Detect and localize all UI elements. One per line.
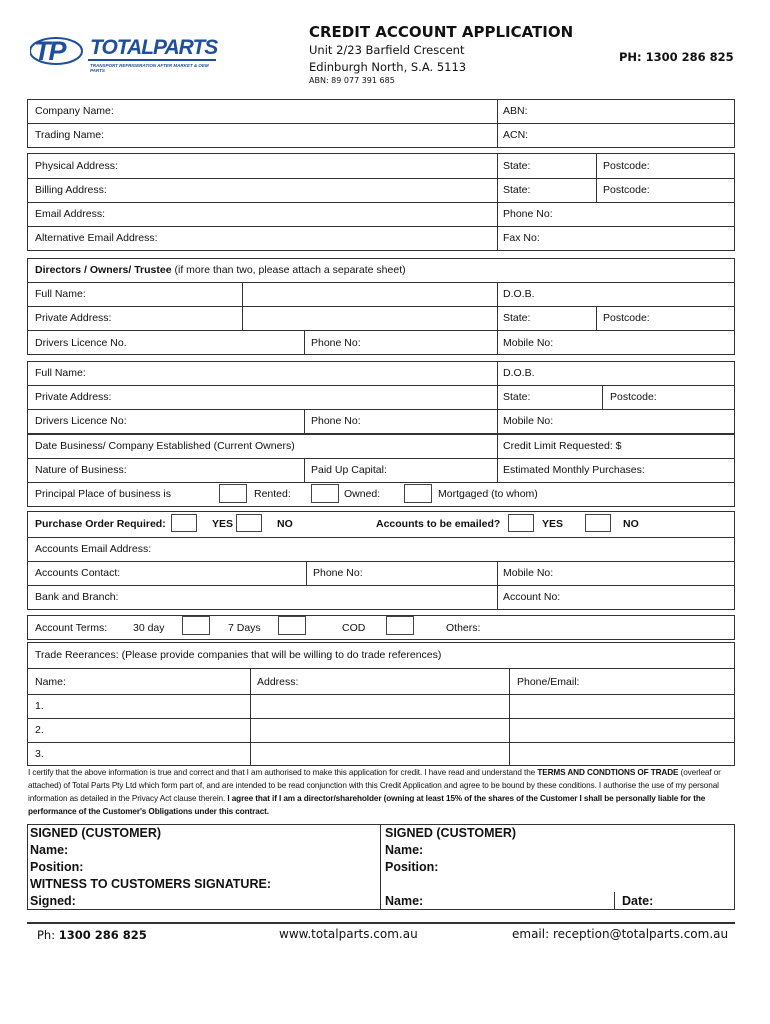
accounts-email-label: Accounts Email Address: [35, 543, 152, 555]
owned-label: Owned: [344, 488, 381, 500]
acn-label: ACN: [503, 129, 529, 141]
private-address-label-1: Private Address: [35, 312, 112, 324]
declaration-liability: I agree that if I am a director/shareholder (owning at least 15% of the shares of the Customer I shall be personally liable for the performance of the Customer's Obligations under this contract. [28, 794, 706, 816]
footer-email[interactable]: email: reception@totalparts.com.au [512, 927, 729, 941]
checkbox-emailed-yes[interactable] [508, 514, 534, 532]
witness-name-label: Name: [385, 894, 424, 908]
directors-heading-bold: Directors / Owners/ Trustee [35, 264, 172, 276]
witness-label: WITNESS TO CUSTOMERS SIGNATURE: [30, 877, 271, 891]
ref-row-1: 1. [35, 700, 44, 712]
mobile-label-2: Mobile No: [503, 415, 554, 427]
declaration-text [28, 766, 740, 818]
accounts-contact-label: Accounts Contact: [35, 567, 121, 579]
rented-label: Rented: [254, 488, 291, 500]
date-label: Date: [622, 894, 654, 908]
paid-up-label: Paid Up Capital: [311, 464, 387, 476]
phone-label-1: Phone No: [311, 337, 361, 349]
private-address-label-2: Private Address: [35, 391, 112, 403]
signed-customer-left: SIGNED (CUSTOMER) [30, 826, 162, 840]
footer-phone-label: Ph: [37, 928, 56, 942]
emailed-yes-label: YES [542, 518, 564, 530]
email-label: Email Address: [35, 208, 106, 220]
emailed-no-label: NO [623, 518, 639, 530]
emailed-label: Accounts to be emailed? [376, 518, 501, 530]
bank-label: Bank and Branch: [35, 591, 119, 603]
checkbox-rented[interactable] [219, 484, 247, 503]
ref-phone-header: Phone/Email: [517, 676, 580, 688]
billing-state-label: State: [503, 184, 531, 196]
name-right: Name: [385, 843, 424, 857]
account-no-label: Account No: [503, 591, 561, 603]
terms-others-label: Others: [446, 622, 481, 634]
checkbox-po-yes[interactable] [171, 514, 197, 532]
terms-7-label: 7 Days [228, 622, 261, 634]
ref-row-2: 2. [35, 724, 44, 736]
nature-label: Nature of Business: [35, 464, 127, 476]
po-no-label: NO [277, 518, 293, 530]
references-heading: Trade Reerances: (Please provide companies that will be willing to do trade references) [35, 649, 442, 661]
checkbox-30-day[interactable] [182, 616, 210, 635]
footer-divider [27, 922, 735, 924]
header-phone: PH: 1300 286 825 [619, 50, 734, 64]
footer-phone-number: 1300 286 825 [58, 928, 147, 942]
credit-limit-label: Credit Limit Requested: $ [503, 440, 622, 452]
accounts-phone-label: Phone No: [313, 567, 363, 579]
postcode-label-1: Postcode: [603, 312, 650, 324]
name-left: Name: [30, 843, 69, 857]
signed-label: Signed: [30, 894, 76, 908]
address-line-2: Edinburgh North, S.A. 5113 [309, 60, 467, 74]
postcode-label: Postcode: [603, 160, 650, 172]
ref-address-header: Address: [257, 676, 299, 688]
state-label-2: State: [503, 391, 531, 403]
dob-label-1: D.O.B. [503, 288, 535, 300]
po-required-label: Purchase Order Required: [35, 518, 166, 530]
billing-address-label: Billing Address: [35, 184, 107, 196]
page-title: CREDIT ACCOUNT APPLICATION [309, 23, 574, 41]
directors-heading [35, 264, 406, 276]
terms-cod-label: COD [342, 622, 366, 634]
checkbox-cod[interactable] [386, 616, 414, 635]
checkbox-owned[interactable] [311, 484, 339, 503]
ref-row-3: 3. [35, 748, 44, 760]
fax-label: Fax No: [503, 232, 540, 244]
physical-address-label: Physical Address: [35, 160, 118, 172]
footer-website[interactable]: www.totalparts.com.au [279, 927, 418, 941]
po-yes-label: YES [212, 518, 234, 530]
mobile-label-1: Mobile No: [503, 337, 554, 349]
directors-heading-note: (if more than two, please attach a separate sheet) [174, 264, 406, 276]
abn-header: ABN: 89 077 391 685 [309, 76, 395, 85]
monthly-label: Estimated Monthly Purchases: [503, 464, 645, 476]
billing-postcode-label: Postcode: [603, 184, 650, 196]
mortgaged-label: Mortgaged (to whom) [438, 488, 538, 500]
signed-customer-right: SIGNED (CUSTOMER) [385, 826, 517, 840]
ref-name-header: Name: [35, 676, 66, 688]
licence-label-1: Drivers Licence No. [35, 337, 127, 349]
logo-mark: TP [34, 36, 65, 66]
footer-phone [37, 928, 147, 942]
checkbox-emailed-no[interactable] [585, 514, 611, 532]
position-left: Position: [30, 860, 84, 874]
phone-label-2: Phone No: [311, 415, 361, 427]
principal-label: Principal Place of business is [35, 488, 171, 500]
state-label-1: State: [503, 312, 531, 324]
checkbox-mortgaged[interactable] [404, 484, 432, 503]
terms-of-trade: TERMS AND CONDTIONS OF TRADE [537, 768, 679, 777]
licence-label-2: Drivers Licence No: [35, 415, 127, 427]
alt-email-label: Alternative Email Address: [35, 232, 158, 244]
full-name-label-1: Full Name: [35, 288, 86, 300]
address-line-1: Unit 2/23 Barfield Crescent [309, 43, 465, 57]
company-name-label: Company Name: [35, 105, 114, 117]
abn-label: ABN: [503, 105, 528, 117]
date-established-label: Date Business/ Company Established (Current Owners) [35, 440, 295, 452]
terms-label: Account Terms: [35, 622, 108, 634]
declaration-part-1: I certify that the above information is true and correct and that I am authorised to make this application for credit. I have read and understand the [28, 768, 538, 777]
terms-30-label: 30 day [133, 622, 165, 634]
declaration-part-2: (overleaf or attached) of Total Parts Pty Ltd which form part of, and are intended to be read conjunction with this Credit Application and agree to be bound by these conditions. I authorise the use of my personal information as detailed in the Privacy Act clause therein. [28, 768, 721, 803]
full-name-label-2: Full Name: [35, 367, 86, 379]
checkbox-7-days[interactable] [278, 616, 306, 635]
phone-label: Phone No: [503, 208, 553, 220]
position-right: Position: [385, 860, 439, 874]
state-label: State: [503, 160, 531, 172]
postcode-label-2: Postcode: [610, 391, 657, 403]
checkbox-po-no[interactable] [236, 514, 262, 532]
logo-tagline: TRANSPORT REFRIGERATION AFTER MARKET & OEM PARTS [90, 63, 209, 73]
dob-label-2: D.O.B. [503, 367, 535, 379]
logo [30, 34, 220, 73]
trading-name-label: Trading Name: [35, 129, 105, 141]
logo-name: TOTALPARTS [90, 36, 218, 59]
accounts-mobile-label: Mobile No: [503, 567, 554, 579]
